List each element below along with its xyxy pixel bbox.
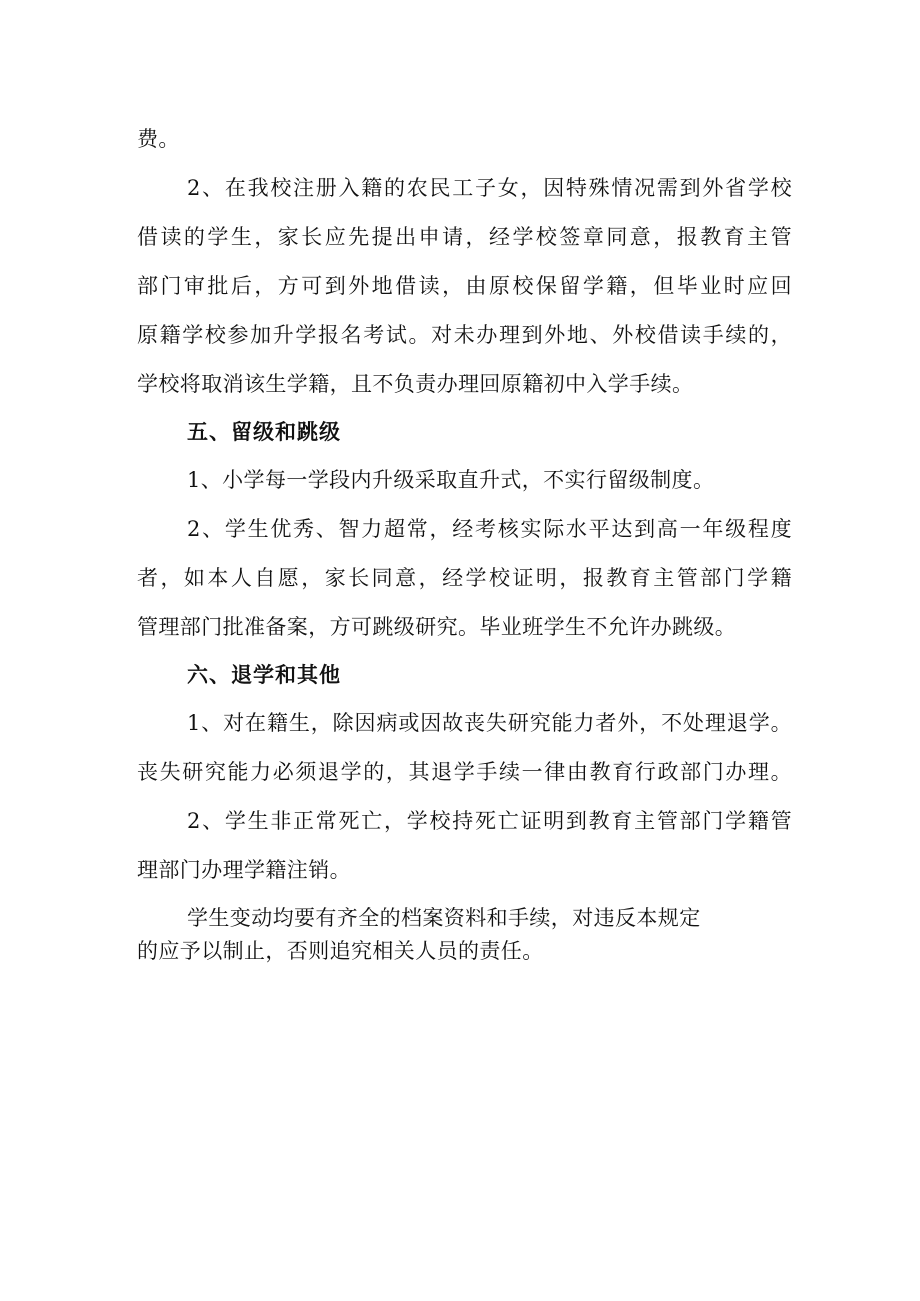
text-line: 管理部门批准备案，方可跳级研究。毕业班学生不允许办跳级。 <box>137 615 737 639</box>
text-line: 理部门办理学籍注销。 <box>137 858 351 882</box>
text-line-section6-item2: 2、学生非正常死亡，学校持死亡证明到教育主管部门学籍管 <box>187 809 792 833</box>
text-line-section5-item2: 2、学生优秀、智力超常，经考核实际水平达到高一年级程度 <box>187 517 792 541</box>
text-line-closing: 学生变动均要有齐全的档案资料和手续，对违反本规定 <box>187 906 701 930</box>
text-line-continuation: 费。 <box>137 127 180 151</box>
text-line: 者，如本人自愿，家长同意，经学校证明，报教育主管部门学籍 <box>137 566 792 590</box>
text-line-section4-item2: 2、在我校注册入籍的农民工子女，因特殊情况需到外省学校 <box>187 176 792 200</box>
text-line-closing-end: 的应予以制止，否则追究相关人员的责任。 <box>137 939 544 963</box>
text-line: 原籍学校参加升学报名考试。对未办理到外地、外校借读手续的， <box>137 323 792 347</box>
text-line: 部门审批后，方可到外地借读，由原校保留学籍，但毕业时应回 <box>137 274 792 298</box>
section-heading-repeat-and-skip: 五、留级和跳级 <box>187 420 341 444</box>
text-line: 借读的学生，家长应先提出申请，经学校签章同意，报教育主管 <box>137 225 792 249</box>
text-line-section5-item1: 1、小学每一学段内升级采取直升式，不实行留级制度。 <box>187 468 715 492</box>
text-line: 学校将取消该生学籍，且不负责办理回原籍初中入学手续。 <box>137 372 694 396</box>
text-line-section6-item1: 1、对在籍生，除因病或因故丧失研究能力者外，不处理退学。 <box>187 711 792 735</box>
section-heading-withdrawal-and-other: 六、退学和其他 <box>187 663 341 687</box>
text-line: 丧失研究能力必须退学的，其退学手续一律由教育行政部门办理。 <box>137 760 792 784</box>
